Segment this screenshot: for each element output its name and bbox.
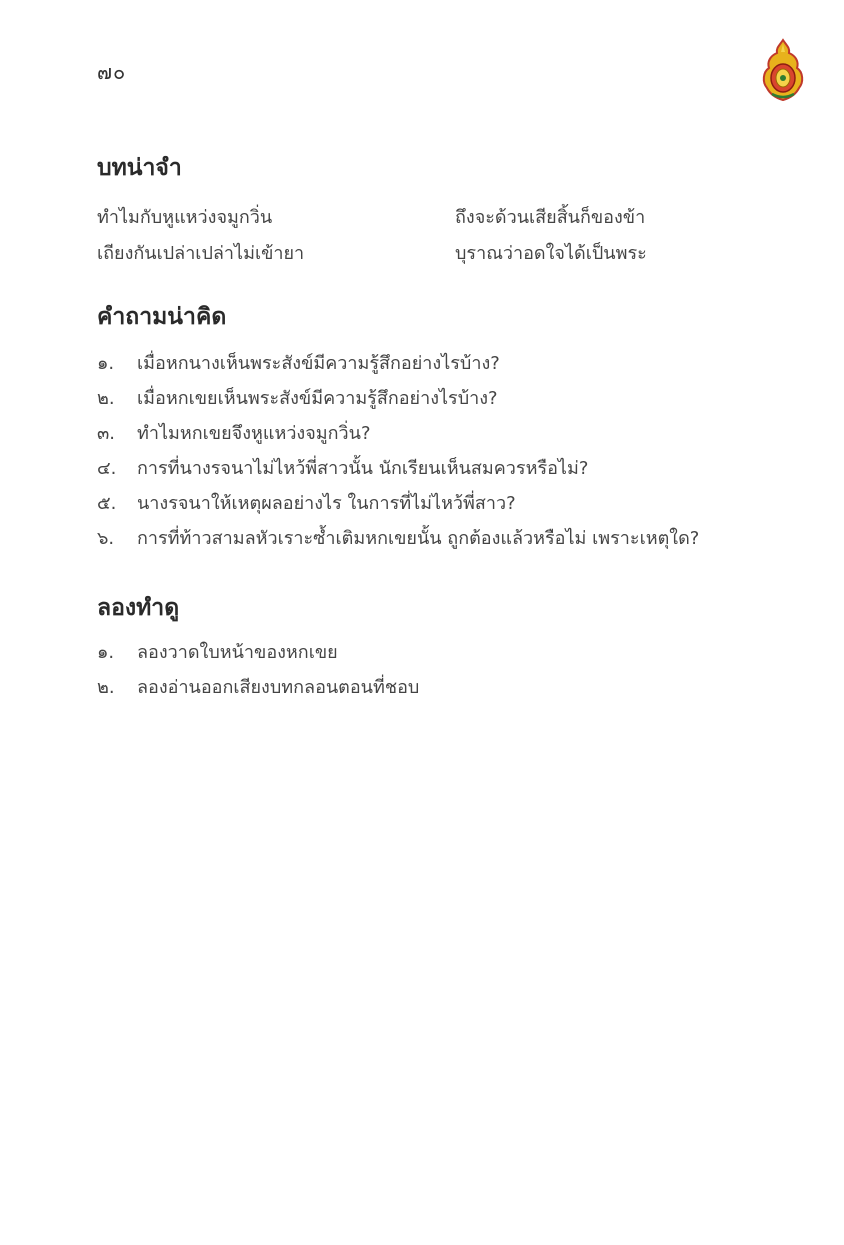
question-number: ๔. (97, 458, 117, 479)
question-number: ๒. (97, 388, 115, 409)
question-text: เมื่อหกเขยเห็นพระสังข์มีความรู้สึกอย่างไรบ้าง? (137, 388, 498, 409)
question-item (97, 520, 797, 555)
page-number: ๗๐ (97, 60, 127, 84)
activity-text: ลองวาดใบหน้าของหกเขย (137, 642, 338, 663)
question-text: นางรจนาให้เหตุผลอย่างไร ในการที่ไม่ไหว้พี่สาว? (137, 493, 516, 514)
question-number: ๓. (97, 423, 116, 444)
question-text: เมื่อหกนางเห็นพระสังข์มีความรู้สึกอย่างไรบ้าง? (137, 353, 500, 374)
question-item (97, 415, 797, 450)
activity-number: ๒. (97, 677, 115, 698)
question-item (97, 345, 797, 380)
activity-number: ๑. (97, 642, 115, 663)
questions-section-title: คำถามน่าคิด (97, 304, 227, 330)
question-number: ๖. (97, 528, 115, 549)
poem-line-left: เถียงกันเปล่าเปล่าไม่เข้ายา (97, 242, 305, 264)
question-item (97, 485, 797, 520)
question-text: การที่ท้าวสามลหัวเราะซ้ำเติมหกเขยนั้น ถูกต้องแล้วหรือไม่ เพราะเหตุใด? (137, 528, 700, 549)
question-text: การที่นางรจนาไม่ไหว้พี่สาวนั้น นักเรียนเห็นสมควรหรือไม่? (137, 458, 589, 479)
activities-section-title: ลองทำดู (97, 595, 180, 621)
question-number: ๕. (97, 493, 117, 514)
question-number: ๑. (97, 353, 115, 374)
memorize-section-title: บทน่าจำ (97, 155, 182, 181)
activity-item (97, 669, 797, 704)
poem-line-right: ถึงจะด้วนเสียสิ้นก็ของข้า (455, 206, 646, 228)
question-text: ทำไมหกเขยจึงหูแหว่งจมูกวิ่น? (137, 423, 371, 444)
poem-line-right: บุราณว่าอดใจได้เป็นพระ (455, 242, 647, 264)
school-emblem-icon (758, 38, 808, 102)
poem-line-left: ทำไมกับหูแหว่งจมูกวิ่น (97, 206, 273, 228)
memorize-poem (97, 198, 737, 270)
activity-text: ลองอ่านออกเสียงบทกลอนตอนที่ชอบ (137, 677, 420, 698)
activities-list (97, 634, 797, 704)
activity-item (97, 634, 797, 669)
question-item (97, 380, 797, 415)
poem-row (97, 198, 737, 234)
poem-row (97, 234, 737, 270)
questions-list (97, 345, 797, 555)
question-item (97, 450, 797, 485)
